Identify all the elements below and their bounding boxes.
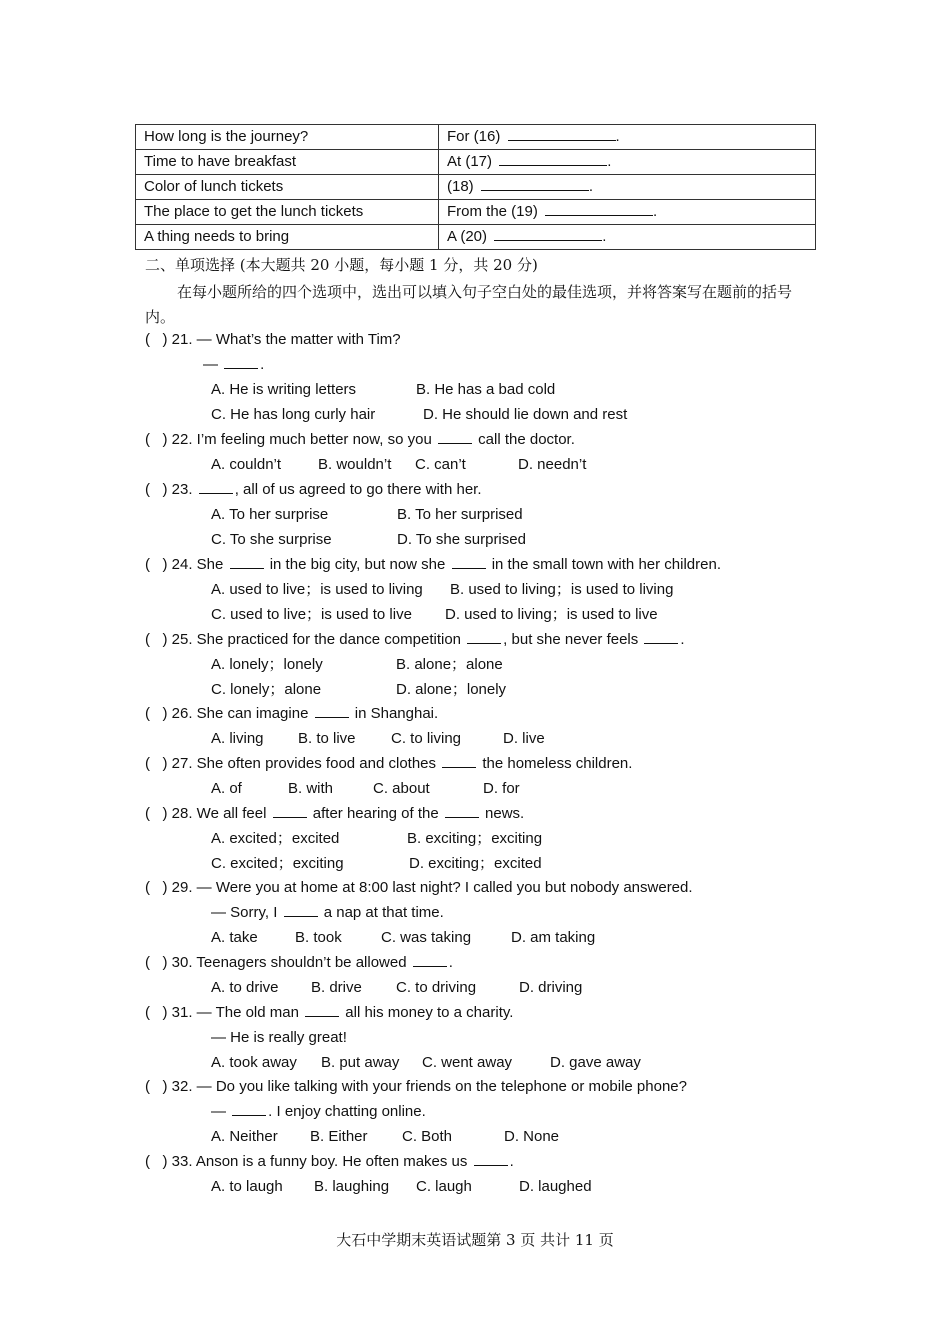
answer-blank[interactable] bbox=[644, 630, 678, 644]
cell-prefix: At (17) bbox=[447, 153, 493, 170]
option-b[interactable]: B. wouldn’t bbox=[318, 456, 392, 473]
answer-blank[interactable] bbox=[467, 630, 501, 644]
answer-blank[interactable] bbox=[315, 704, 349, 718]
question-text: the homeless children. bbox=[478, 755, 633, 772]
option-a[interactable]: A. He is writing letters bbox=[211, 381, 357, 398]
table-cell-label: Time to have breakfast bbox=[136, 150, 439, 175]
option-c[interactable]: C. about bbox=[373, 780, 430, 797]
cell-end: . bbox=[588, 178, 594, 195]
question-text: . bbox=[509, 1153, 514, 1170]
cell-end: . bbox=[607, 153, 612, 170]
question-text: ( ) 30. Teenagers shouldn’t be allowed bbox=[145, 954, 411, 971]
question-text: . bbox=[680, 631, 685, 648]
cell-prefix: A (20) bbox=[447, 228, 488, 245]
table-cell-answer bbox=[439, 200, 816, 225]
option-c[interactable]: C. to living bbox=[391, 730, 462, 747]
question-text: ( ) 26. She can imagine bbox=[145, 705, 313, 722]
option-b[interactable]: B. laughing bbox=[314, 1178, 390, 1195]
question-29 bbox=[145, 878, 693, 898]
question-28 bbox=[145, 804, 524, 824]
table-row bbox=[136, 125, 816, 150]
option-b[interactable]: B. Either bbox=[310, 1128, 368, 1145]
option-c[interactable]: C. He has long curly hair bbox=[211, 406, 376, 423]
reply-text: . bbox=[260, 356, 265, 373]
cell-prefix: (18) bbox=[447, 178, 474, 195]
cell-end: . bbox=[615, 128, 620, 145]
answer-blank[interactable] bbox=[438, 430, 472, 444]
question-26 bbox=[145, 704, 438, 724]
table-row bbox=[136, 225, 816, 250]
question-text: . bbox=[448, 954, 453, 971]
cell-prefix: For (16) bbox=[447, 128, 501, 145]
question-text: ( ) 33. Anson is a funny boy. He often makes us bbox=[145, 1153, 472, 1170]
option-b[interactable]: B. put away bbox=[321, 1054, 400, 1071]
question-text: ( ) 25. She practiced for the dance competition bbox=[145, 631, 466, 648]
answer-blank[interactable] bbox=[445, 804, 479, 818]
question-text: call the doctor. bbox=[473, 431, 575, 448]
reply-text: — bbox=[211, 1103, 231, 1120]
answer-blank[interactable] bbox=[305, 1003, 339, 1017]
option-d[interactable]: D. gave away bbox=[550, 1054, 641, 1071]
option-b[interactable]: B. exciting；exciting bbox=[407, 830, 543, 847]
question-text: in the small town with her children. bbox=[487, 556, 721, 573]
option-b[interactable]: B. He has a bad cold bbox=[416, 381, 556, 398]
option-d[interactable]: D. driving bbox=[519, 979, 583, 996]
answer-blank[interactable] bbox=[273, 804, 307, 818]
table-cell-label: How long is the journey? bbox=[136, 125, 439, 150]
option-c[interactable]: C. to driving bbox=[396, 979, 477, 996]
question-22 bbox=[145, 430, 575, 450]
answer-blank[interactable] bbox=[499, 151, 607, 166]
question-text: after hearing of the bbox=[308, 805, 443, 822]
page-footer: 大石中学期末英语试题第 3 页 共计 11 页 bbox=[336, 1231, 614, 1249]
option-b[interactable]: B. To her surprised bbox=[397, 506, 523, 523]
table-cell-label: Color of lunch tickets bbox=[136, 175, 439, 200]
answer-blank[interactable] bbox=[481, 176, 589, 191]
question-text: ( ) 22. I’m feeling much better now, so you bbox=[145, 431, 436, 448]
option-d[interactable]: D. used to living；is used to live bbox=[445, 606, 658, 623]
question-23 bbox=[145, 480, 482, 500]
info-table bbox=[135, 124, 816, 250]
section-instructions: 在每小题所给的四个选项中，选出可以填入句子空白处的最佳选项，并将答案写在题前的括号内。 bbox=[145, 283, 793, 326]
option-a[interactable]: A. To her surprise bbox=[211, 506, 329, 523]
question-text: ( ) 23. bbox=[145, 481, 197, 498]
question-21-reply bbox=[203, 355, 264, 375]
answer-blank[interactable] bbox=[413, 953, 447, 967]
option-c[interactable]: C. To she surprise bbox=[211, 531, 332, 548]
option-b[interactable]: B. drive bbox=[311, 979, 362, 996]
option-d[interactable]: D. am taking bbox=[511, 929, 596, 946]
question-27 bbox=[145, 754, 632, 774]
table-cell-answer bbox=[439, 225, 816, 250]
option-a[interactable]: A. took away bbox=[211, 1054, 297, 1071]
question-25 bbox=[145, 630, 685, 650]
question-text: news. bbox=[480, 805, 525, 822]
question-text: ( ) 29. — Were you at home at 8:00 last night? I called you but nobody answered. bbox=[145, 879, 693, 896]
option-d[interactable]: D. live bbox=[503, 730, 545, 747]
option-d[interactable]: D. for bbox=[483, 780, 520, 797]
cell-end: . bbox=[653, 203, 658, 220]
question-text: , but she never feels bbox=[503, 631, 643, 648]
table-cell-label: A thing needs to bring bbox=[136, 225, 439, 250]
answer-blank[interactable] bbox=[452, 555, 486, 569]
option-c[interactable]: C. lonely；alone bbox=[211, 681, 322, 698]
option-c[interactable]: C. excited；exciting bbox=[211, 855, 344, 872]
option-a[interactable]: A. to drive bbox=[211, 979, 279, 996]
question-21 bbox=[145, 330, 401, 350]
option-b[interactable]: B. used to living；is used to living bbox=[450, 581, 674, 598]
table-cell-answer bbox=[439, 125, 816, 150]
reply-text: — bbox=[203, 356, 223, 373]
reply-text: a nap at that time. bbox=[319, 904, 444, 921]
question-32-reply bbox=[211, 1102, 426, 1122]
option-a[interactable]: A. excited；excited bbox=[211, 830, 340, 847]
option-b[interactable]: B. alone；alone bbox=[396, 656, 503, 673]
option-d[interactable]: D. None bbox=[504, 1128, 560, 1145]
question-31-reply: — He is really great! bbox=[211, 1029, 347, 1046]
section-heading: 二、单项选择 (本大题共 20 小题，每小题 1 分，共 20 分) bbox=[145, 256, 538, 274]
option-a[interactable]: A. of bbox=[211, 780, 242, 797]
answer-blank[interactable] bbox=[284, 903, 318, 917]
question-text: ( ) 31. — The old man bbox=[145, 1004, 304, 1021]
answer-blank[interactable] bbox=[545, 201, 653, 216]
option-b[interactable]: B. with bbox=[288, 780, 334, 797]
answer-blank[interactable] bbox=[442, 754, 476, 768]
option-d[interactable]: D. laughed bbox=[519, 1178, 592, 1195]
answer-blank[interactable] bbox=[199, 480, 233, 494]
option-c[interactable]: C. can’t bbox=[415, 456, 466, 473]
table-cell-label: The place to get the lunch tickets bbox=[136, 200, 439, 225]
question-text: ( ) 27. She often provides food and clothes bbox=[145, 755, 441, 772]
option-d[interactable]: D. exciting；excited bbox=[409, 855, 542, 872]
option-c[interactable]: C. Both bbox=[402, 1128, 453, 1145]
option-b[interactable]: B. to live bbox=[298, 730, 356, 747]
option-a[interactable]: A. living bbox=[211, 730, 264, 747]
option-d[interactable]: D. alone；lonely bbox=[396, 681, 507, 698]
answer-blank[interactable] bbox=[474, 1152, 508, 1166]
option-c[interactable]: C. went away bbox=[422, 1054, 513, 1071]
option-c[interactable]: C. laugh bbox=[416, 1178, 472, 1195]
option-a[interactable]: A. used to live；is used to living bbox=[211, 581, 423, 598]
question-30 bbox=[145, 953, 453, 973]
reply-text: — Sorry, I bbox=[211, 904, 282, 921]
question-text: ( ) 21. — What’s the matter with Tim? bbox=[145, 331, 401, 348]
table-cell-answer bbox=[439, 175, 816, 200]
table-row bbox=[136, 175, 816, 200]
option-a[interactable]: A. Neither bbox=[211, 1128, 278, 1145]
question-32 bbox=[145, 1077, 687, 1097]
answer-blank[interactable] bbox=[224, 355, 258, 369]
question-text: ( ) 24. She bbox=[145, 556, 228, 573]
cell-prefix: From the (19) bbox=[447, 203, 538, 220]
option-a[interactable]: A. take bbox=[211, 929, 258, 946]
option-d[interactable]: D. needn’t bbox=[518, 456, 587, 473]
table-cell-answer bbox=[439, 150, 816, 175]
question-29-reply bbox=[211, 903, 444, 923]
answer-blank[interactable] bbox=[232, 1102, 266, 1116]
cell-end: . bbox=[602, 228, 607, 245]
question-text: , all of us agreed to go there with her. bbox=[234, 481, 482, 498]
option-a[interactable]: A. to laugh bbox=[211, 1178, 283, 1195]
option-c[interactable]: C. used to live；is used to live bbox=[211, 606, 412, 623]
question-text: in Shanghai. bbox=[350, 705, 439, 722]
question-text: in the big city, but now she bbox=[265, 556, 450, 573]
answer-blank[interactable] bbox=[494, 226, 602, 241]
answer-blank[interactable] bbox=[508, 126, 616, 141]
reply-text: . I enjoy chatting online. bbox=[268, 1103, 426, 1120]
option-d[interactable]: D. To she surprised bbox=[397, 531, 526, 548]
question-31 bbox=[145, 1003, 513, 1023]
question-text: ( ) 32. — Do you like talking with your friends on the telephone or mobile phone? bbox=[145, 1078, 687, 1095]
option-b[interactable]: B. took bbox=[295, 929, 342, 946]
option-a[interactable]: A. couldn’t bbox=[211, 456, 282, 473]
question-text: ( ) 28. We all feel bbox=[145, 805, 271, 822]
question-text: all his money to a charity. bbox=[341, 1004, 514, 1021]
option-d[interactable]: D. He should lie down and rest bbox=[423, 406, 628, 423]
table-row bbox=[136, 150, 816, 175]
question-24 bbox=[145, 555, 721, 575]
option-c[interactable]: C. was taking bbox=[381, 929, 472, 946]
table-row bbox=[136, 200, 816, 225]
question-33 bbox=[145, 1152, 514, 1172]
option-a[interactable]: A. lonely；lonely bbox=[211, 656, 323, 673]
answer-blank[interactable] bbox=[230, 555, 264, 569]
